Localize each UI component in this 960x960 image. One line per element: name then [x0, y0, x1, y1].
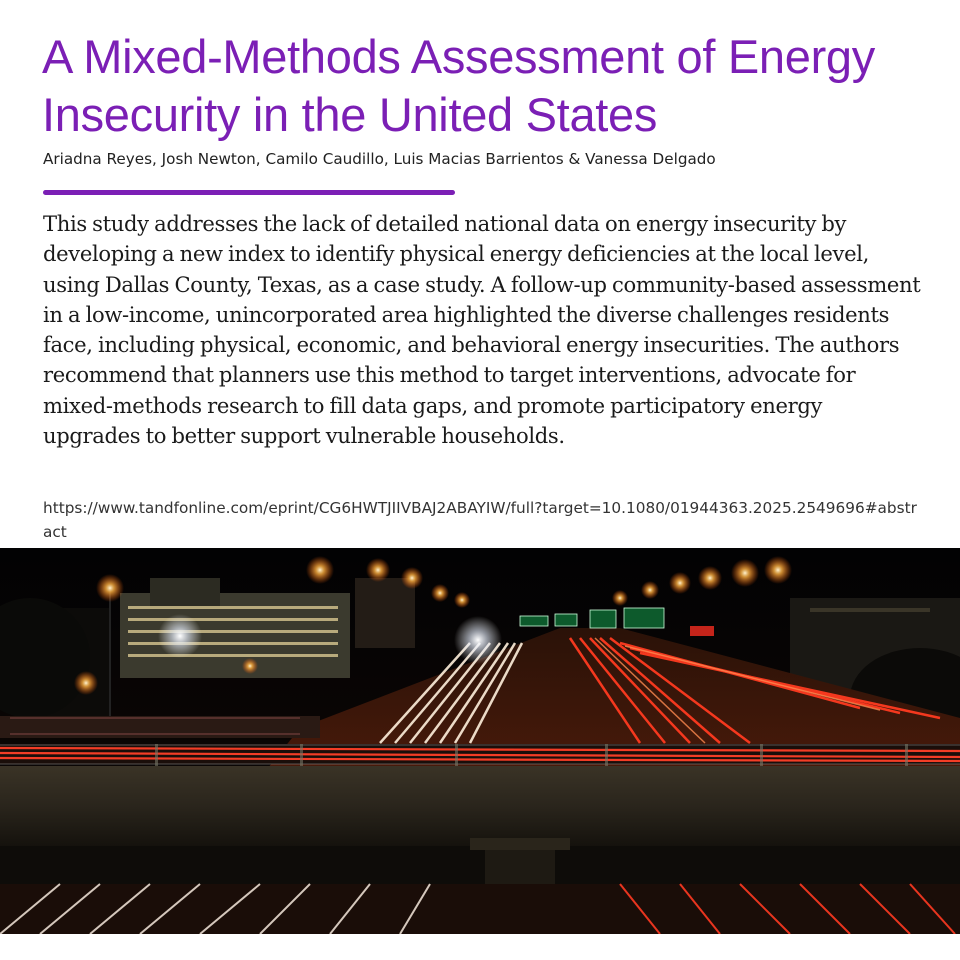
- article-link[interactable]: https://www.tandfonline.com/eprint/CG6HWTJIIVBAJ2ABAYIW/full?target=10.1080/01944363.2025.2549696#abstract: [43, 499, 917, 541]
- title-divider: [43, 190, 455, 195]
- article-title: A Mixed-Methods Assessment of Energy Insecurity in the United States: [42, 30, 875, 141]
- night-highway-photo: [0, 548, 960, 934]
- author-list: Ariadna Reyes, Josh Newton, Camilo Caudillo, Luis Macias Barrientos & Vanessa Delgado: [43, 150, 716, 168]
- abstract-text: This study addresses the lack of detailed national data on energy insecurity by developing a new index to identify physical energy deficiencies at the local level, using Dallas County, Texas, as a case study. A follow-up community-based assessment in a low-income, unincorporated area highlighted the diverse challenges residents face, including physical, economic, and behavioral energy insecurities. The authors recommend that planners use this method to target interventions, advocate for mixed-methods research to fill data gaps, and promote participatory energy upgrades to better support vulnerable households.: [43, 211, 921, 449]
